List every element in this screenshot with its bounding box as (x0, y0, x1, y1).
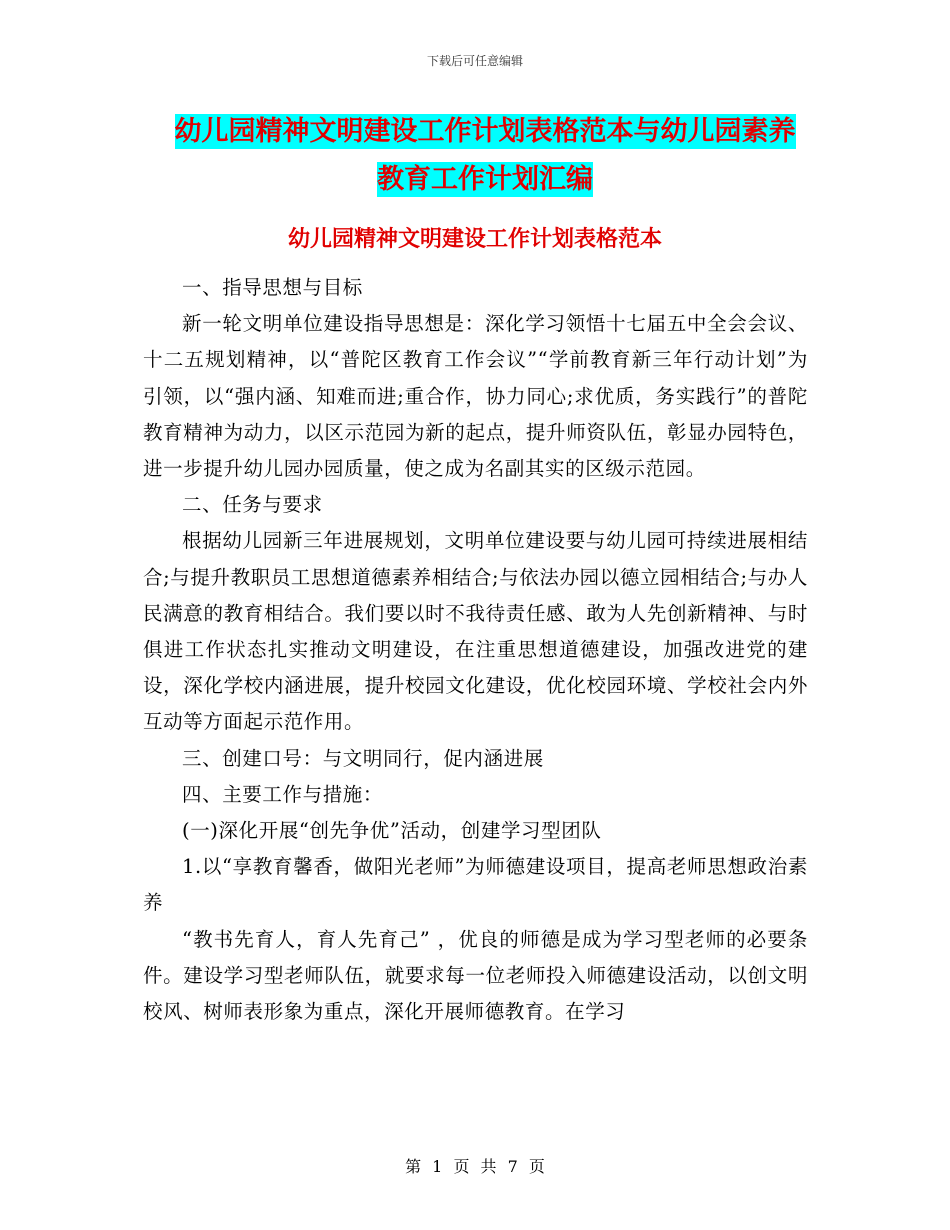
header-note: 下载后可任意编辑 (426, 54, 523, 68)
document-title (140, 108, 830, 204)
subheading: (一)深化开展“创先争优”活动，创建学习型团队 (182, 819, 602, 843)
paragraph: “教书先育人，育人先育己” ，优良的师德是成为学习型老师的必要条件。建设学习型老师队伍，就要求每一位老师投入师德建设活动，以创文明校风、树师表形象为重点，深化开展师德教育。在学习 (143, 927, 808, 1024)
page-number: 第 1 页 共 7 页 (405, 1157, 545, 1176)
heading-main-work: 四、主要工作与措施： (182, 782, 384, 806)
section-title: 幼儿园精神文明建设工作计划表格范本 (287, 227, 662, 252)
title-line-1: 幼儿园精神文明建设工作计划表格范本与幼儿园素养 (174, 116, 796, 147)
heading-tasks: 二、任务与要求 (182, 493, 323, 517)
list-item: 1.以“享教育馨香，做阳光老师”为师德建设项目，提高老师思想政治素养 (143, 855, 808, 915)
document-body (143, 270, 808, 1030)
paragraph: 新一轮文明单位建设指导思想是：深化学习领悟十七届五中全会会议、十二五规划精神，以“普陀区教育工作会议”“学前教育新三年行动计划”为引领，以“强内涵、知难而进;重合作，协力同心;求优质，务实践行”的普陀教育精神为动力，以区示范园为新的起点，提升师资队伍，彰显办园特色，进一步提升幼儿园办园质量，使之成为名副其实的区级示范园。 (143, 312, 808, 481)
paragraph: 根据幼儿园新三年进展规划，文明单位建设要与幼儿园可持续进展相结合;与提升教职员工思想道德素养相结合;与依法办园以德立园相结合;与办人民满意的教育相结合。我们要以时不我待责任感、敢为人先创新精神、与时俱进工作状态扎实推动文明建设，在注重思想道德建设，加强改进党的建设，深化学校内涵进展，提升校园文化建设，优化校园环境、学校社会内外互动等方面起示范作用。 (143, 529, 808, 734)
heading-slogan: 三、创建口号：与文明同行，促内涵进展 (182, 746, 544, 770)
heading-guiding-ideology: 一、指导思想与目标 (182, 276, 363, 299)
title-line-2: 教育工作计划汇编 (377, 164, 593, 195)
